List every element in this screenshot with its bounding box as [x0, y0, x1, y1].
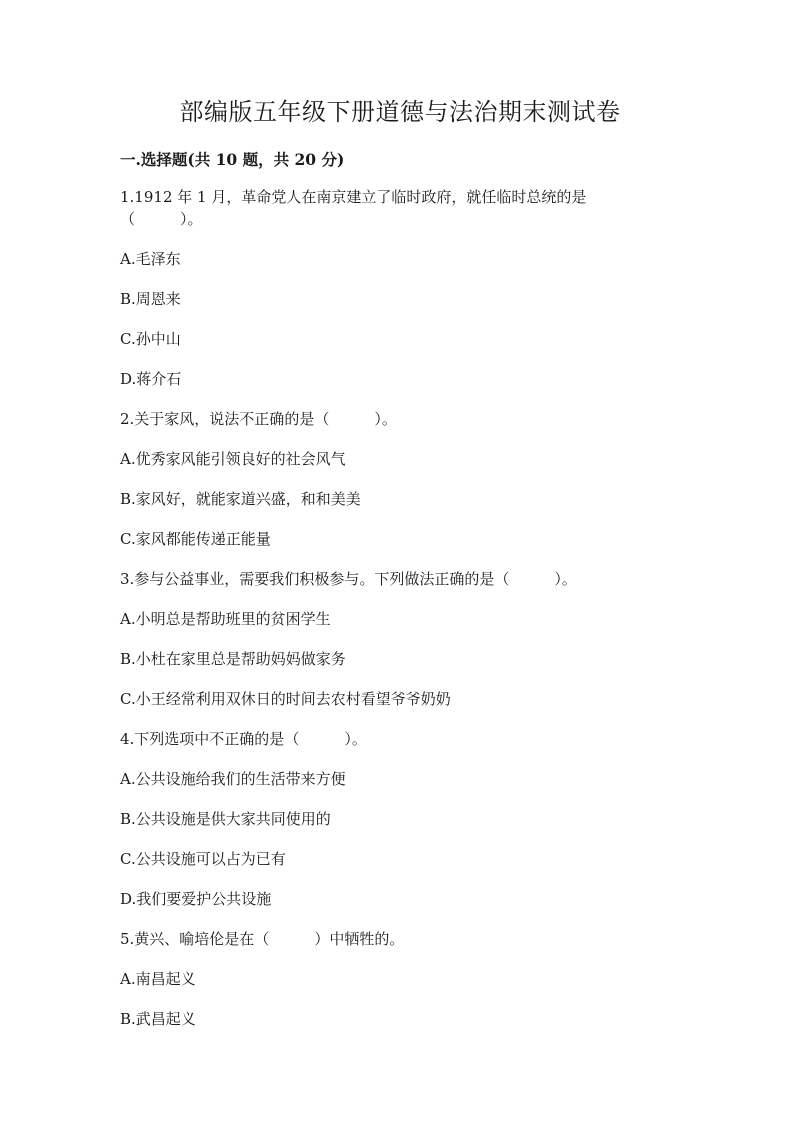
- option-b: B.小杜在家里总是帮助妈妈做家务: [120, 650, 346, 668]
- option-a: A.小明总是帮助班里的贫困学生: [120, 610, 331, 628]
- option-c: C.小王经常利用双休日的时间去农村看望爷爷奶奶: [120, 690, 451, 708]
- question-text: 1.1912 年 1 月，革命党人在南京建立了临时政府，就任临时总统的是: [120, 188, 587, 206]
- question-text: （ ）。: [120, 210, 203, 228]
- option-a: A.公共设施给我们的生活带来方便: [120, 770, 346, 788]
- option-d: D.我们要爱护公共设施: [120, 890, 272, 908]
- option-d: D.蒋介石: [120, 370, 182, 388]
- question-text: 4.下列选项中不正确的是（ ）。: [120, 730, 367, 748]
- question-4: [120, 728, 700, 750]
- question-text: 2.关于家风，说法不正确的是（ ）。: [120, 410, 397, 428]
- option-a: A.南昌起义: [120, 970, 196, 988]
- question-text: 5.黄兴、喻培伦是在（ ）中牺牲的。: [120, 930, 405, 948]
- option-c: C.公共设施可以占为已有: [120, 850, 286, 868]
- option-b: B.武昌起义: [120, 1010, 196, 1028]
- option-a: A.毛泽东: [120, 250, 181, 268]
- question-2: [120, 408, 700, 430]
- section-heading: 一.选择题(共 10 题，共 20 分): [120, 150, 345, 169]
- question-1: [120, 186, 700, 230]
- option-c: C.孙中山: [120, 330, 181, 348]
- option-c: C.家风都能传递正能量: [120, 530, 271, 548]
- question-text: 3.参与公益事业，需要我们积极参与。下列做法正确的是（ ）。: [120, 570, 577, 588]
- page-title: 部编版五年级下册道德与法治期末测试卷: [179, 98, 621, 126]
- question-3: [120, 568, 700, 590]
- question-5: [120, 928, 700, 950]
- option-b: B.公共设施是供大家共同使用的: [120, 810, 331, 828]
- option-b: B.家风好，就能家道兴盛，和和美美: [120, 490, 361, 508]
- option-a: A.优秀家风能引领良好的社会风气: [120, 450, 346, 468]
- question-list: [120, 186, 700, 1030]
- option-b: B.周恩来: [120, 290, 181, 308]
